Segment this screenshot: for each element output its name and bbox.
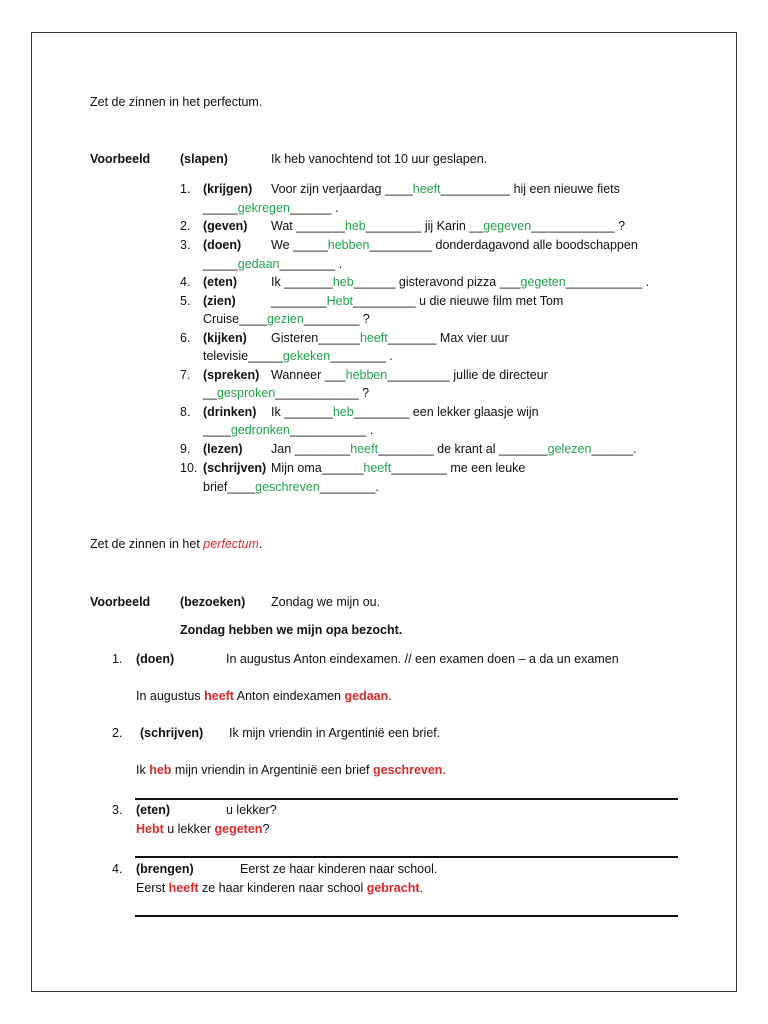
item-sentence: Mijn oma______heeft________ me een leuke: [271, 461, 526, 475]
item-verb: (schrijven): [140, 726, 204, 740]
item-number: 4.: [112, 862, 123, 876]
exercise-1-title: Zet de zinnen in het perfectum.: [90, 95, 263, 109]
example-verb: (bezoeken): [180, 595, 246, 609]
exercise-2-title: Zet de zinnen in het perfectum.: [90, 537, 263, 551]
item-sentence: ________Hebt_________ u die nieuwe film met Tom: [271, 294, 564, 308]
example-label: Voorbeeld: [90, 595, 151, 609]
item-sentence-cont: brief____geschreven________.: [203, 480, 379, 494]
item-sentence: In augustus Anton eindexamen. // een examen doen – a da un examen: [226, 652, 619, 666]
item-number: 2.: [112, 726, 123, 740]
item-sentence: Wat _______heb________ jij Karin __gegeven____________ ?: [271, 219, 626, 233]
item-sentence: Gisteren______heeft_______ Max vier uur: [271, 331, 509, 345]
item-sentence: Ik _______heb______ gisteravond pizza ___gegeten___________ .: [271, 275, 650, 289]
item-answer: In augustus heeft Anton eindexamen gedaan.: [136, 689, 392, 703]
item-sentence: Voor zijn verjaardag ____heeft__________ hij een nieuwe fiets: [271, 182, 620, 196]
item-number: 1.: [180, 182, 191, 196]
item-sentence-cont: _____gekregen______ .: [203, 201, 339, 215]
item-verb: (geven): [203, 219, 248, 233]
item-number: 9.: [180, 442, 191, 456]
item-number: 5.: [180, 294, 191, 308]
item-number: 1.: [112, 652, 123, 666]
item-sentence: Ik mijn vriendin in Argentinië een brief.: [229, 726, 441, 740]
item-number: 2.: [180, 219, 191, 233]
item-verb: (doen): [203, 238, 242, 252]
item-verb: (drinken): [203, 405, 257, 419]
example-sentence: Zondag we mijn ou.: [271, 595, 381, 609]
item-verb: (eten): [136, 803, 171, 817]
example-verb: (slapen): [180, 152, 228, 166]
item-number: 3.: [112, 803, 123, 817]
item-sentence: Ik _______heb________ een lekker glaasje wijn: [271, 405, 539, 419]
item-verb: (schrijven): [203, 461, 267, 475]
item-number: 10.: [180, 461, 198, 475]
item-sentence-cont: _____gedaan________ .: [203, 257, 343, 271]
item-verb: (zien): [203, 294, 236, 308]
item-verb: (lezen): [203, 442, 243, 456]
example-answer: Zondag hebben we mijn opa bezocht.: [180, 623, 403, 637]
item-verb: (doen): [136, 652, 175, 666]
item-verb: (spreken): [203, 368, 260, 382]
item-answer: Hebt u lekker gegeten?: [136, 822, 270, 836]
item-sentence: We _____hebben_________ donderdagavond alle boodschappen: [271, 238, 638, 252]
item-sentence-cont: Cruise____gezien________ ?: [203, 312, 370, 326]
item-answer: Ik heb mijn vriendin in Argentinië een brief geschreven.: [136, 763, 446, 777]
page-border: [31, 32, 737, 992]
item-sentence-cont: ____gedronken___________ .: [203, 423, 374, 437]
item-number: 3.: [180, 238, 191, 252]
item-number: 6.: [180, 331, 191, 345]
item-answer: Eerst heeft ze haar kinderen naar school gebracht.: [136, 881, 423, 895]
item-verb: (eten): [203, 275, 238, 289]
answer-divider: [135, 798, 678, 800]
item-number: 7.: [180, 368, 191, 382]
item-sentence: Wanneer ___hebben_________ jullie de directeur: [271, 368, 548, 382]
example-sentence: Ik heb vanochtend tot 10 uur geslapen.: [271, 152, 488, 166]
item-verb: (brengen): [136, 862, 194, 876]
item-verb: (krijgen): [203, 182, 253, 196]
item-sentence: Eerst ze haar kinderen naar school.: [240, 862, 438, 876]
item-sentence-cont: __gesproken____________ ?: [203, 386, 370, 400]
answer-divider: [135, 915, 678, 917]
item-sentence-cont: televisie_____gekeken________ .: [203, 349, 393, 363]
item-sentence: u lekker?: [226, 803, 277, 817]
item-sentence: Jan ________heeft________ de krant al _______gelezen______.: [271, 442, 637, 456]
item-number: 8.: [180, 405, 191, 419]
item-number: 4.: [180, 275, 191, 289]
answer-divider: [135, 856, 678, 858]
item-verb: (kijken): [203, 331, 247, 345]
example-label: Voorbeeld: [90, 152, 151, 166]
